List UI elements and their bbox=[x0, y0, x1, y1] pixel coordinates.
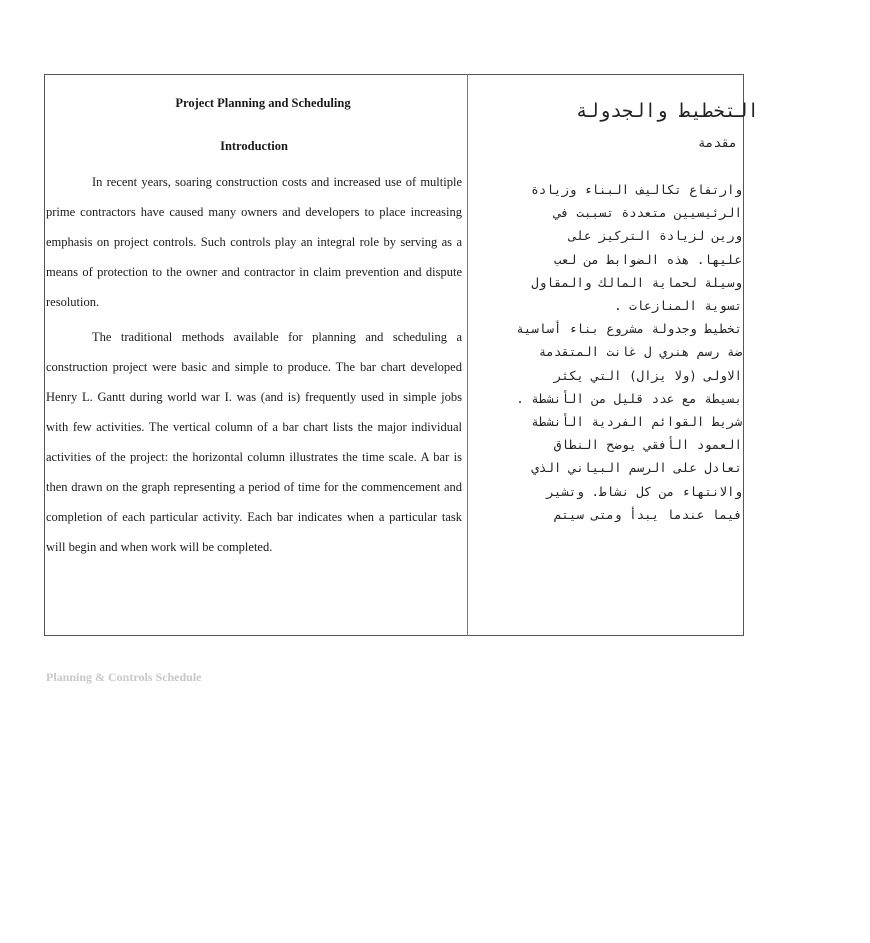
arabic-line: ضة رسم هنري ل غانت المتقدمة bbox=[538, 344, 742, 360]
arabic-line: تسوية المنازعات . bbox=[614, 298, 742, 314]
page-title: Project Planning and Scheduling bbox=[175, 96, 351, 110]
arabic-title: التخطيط والجدولة bbox=[575, 100, 759, 122]
column-divider bbox=[467, 74, 468, 636]
arabic-subtitle: مقدمة bbox=[697, 136, 737, 151]
arabic-line: شريط القوائم الفردية الأنشطة bbox=[531, 414, 742, 430]
arabic-text-lines bbox=[516, 178, 742, 526]
arabic-line: الرئيسيين متعددة تسببت في bbox=[553, 205, 742, 221]
arabic-line: ورين لزيادة التركيز على bbox=[568, 228, 742, 244]
arabic-line: وسيلة لحماية المالك والمقاول bbox=[531, 274, 742, 290]
paragraph-intro: In recent years, soaring construction costs and increased use of multiple prime contractors have caused many owners and developers to place increasing emphasis on project controls. Such controls play an integral role by serving as a means of protection to the owner and contractor in claim prevention and dispute resolution. bbox=[46, 175, 462, 309]
arabic-line: تخطيط وجدولة مشروع بناء أساسية bbox=[516, 321, 742, 337]
paragraph-traditional-methods: The traditional methods available for planning and scheduling a construction project were basic and simple to produce. The bar chart developed Henry L. Gantt during world war I. was (and is) frequently used in simple jobs with few activities. The vertical column of a bar chart lists the major individual activities of the project: the horizontal column illustrates the time scale. A bar is then drawn on the graph representing a period of time for the commencement and completion of each particular activity. Each bar indicates when a particular task will begin and when work will be completed. bbox=[46, 330, 462, 554]
footer-label: Planning & Controls Schedule bbox=[46, 670, 202, 684]
arabic-line: فيما عندما يبدأ ومتى سيتم bbox=[553, 506, 742, 522]
arabic-line: تعادل على الرسم البياني الذي bbox=[531, 460, 742, 476]
arabic-line: والانتهاء من كل نشاط. وتشير bbox=[546, 483, 742, 499]
arabic-line: عليها. هذه الضوابط من لعب bbox=[553, 251, 742, 267]
arabic-line: الاولى (ولا يزال) التي يكثر bbox=[553, 367, 742, 383]
arabic-line: بسيطة مع عدد قليل من الأنشطة . bbox=[516, 390, 742, 406]
arabic-line: وارتفاع تكاليف البناء وزيادة bbox=[531, 182, 742, 197]
english-column bbox=[46, 96, 462, 562]
section-heading: Introduction bbox=[220, 139, 288, 153]
arabic-line: العمود الأفقي يوضح النطاق bbox=[553, 437, 742, 453]
